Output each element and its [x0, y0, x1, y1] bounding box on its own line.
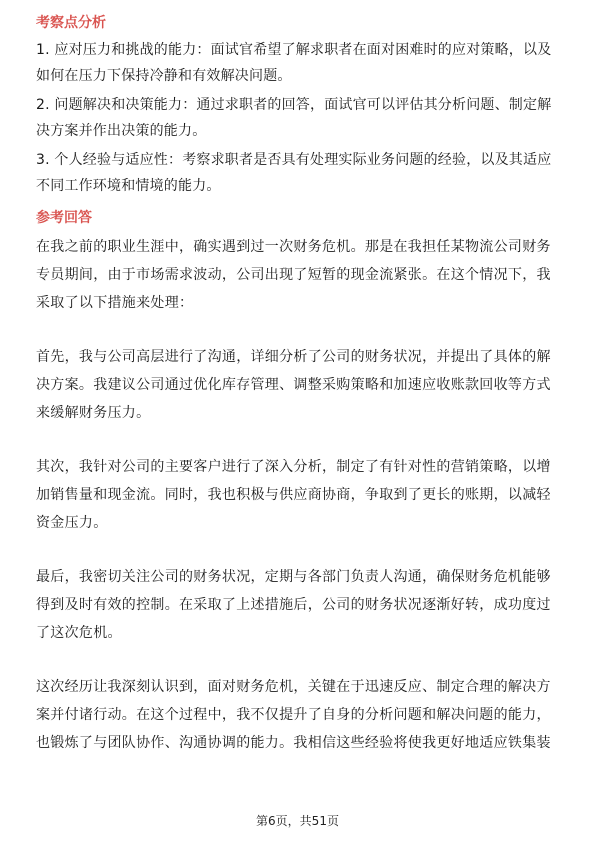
page-number: 第6页，共51页: [256, 814, 339, 828]
analysis-item-3: 3. 个人经验与适应性：考察求职者是否具有处理实际业务问题的经验，以及其适应不同工作环境和情境的能力。: [36, 152, 552, 194]
analysis-item-1: 1. 应对压力和挑战的能力：面试官希望了解求职者在面对困难时的应对策略，以及如何在压力下保持冷静和有效解决问题。: [36, 42, 552, 84]
analysis-item-2: 2. 问题解决和决策能力：通过求职者的回答，面试官可以评估其分析问题、制定解决方案并作出决策的能力。: [36, 97, 552, 139]
answer-paragraph-2: 首先，我与公司高层进行了沟通，详细分析了公司的财务状况，并提出了具体的解决方案。我建议公司通过优化库存管理、调整采购策略和加速应收账款回收等方式来缓解财务压力。: [36, 349, 551, 421]
answer-paragraph-5: 这次经历让我深刻认识到，面对财务危机，关键在于迅速反应、制定合理的解决方案并付诸行动。在这个过程中，我不仅提升了自身的分析问题和解决问题的能力，也锻炼了与团队协作、沟通协调的能力。我相信这些经验将使我更好地适应铁集装: [36, 679, 551, 751]
section-title-analysis: 考察点分析: [36, 15, 106, 31]
answer-paragraph-4: 最后，我密切关注公司的财务状况，定期与各部门负责人沟通，确保财务危机能够得到及时有效的控制。在采取了上述措施后，公司的财务状况逐渐好转，成功度过了这次危机。: [36, 569, 551, 641]
answer-paragraph-3: 其次，我针对公司的主要客户进行了深入分析，制定了有针对性的营销策略，以增加销售量和现金流。同时，我也积极与供应商协商，争取到了更长的账期，以减轻资金压力。: [36, 459, 551, 531]
answer-paragraph-1: 在我之前的职业生涯中，确实遇到过一次财务危机。那是在我担任某物流公司财务专员期间，由于市场需求波动，公司出现了短暂的现金流紧张。在这个情况下，我采取了以下措施来处理：: [36, 239, 551, 311]
document-page: [36, 12, 564, 757]
section-title-reference-answer: 参考回答: [36, 210, 92, 226]
